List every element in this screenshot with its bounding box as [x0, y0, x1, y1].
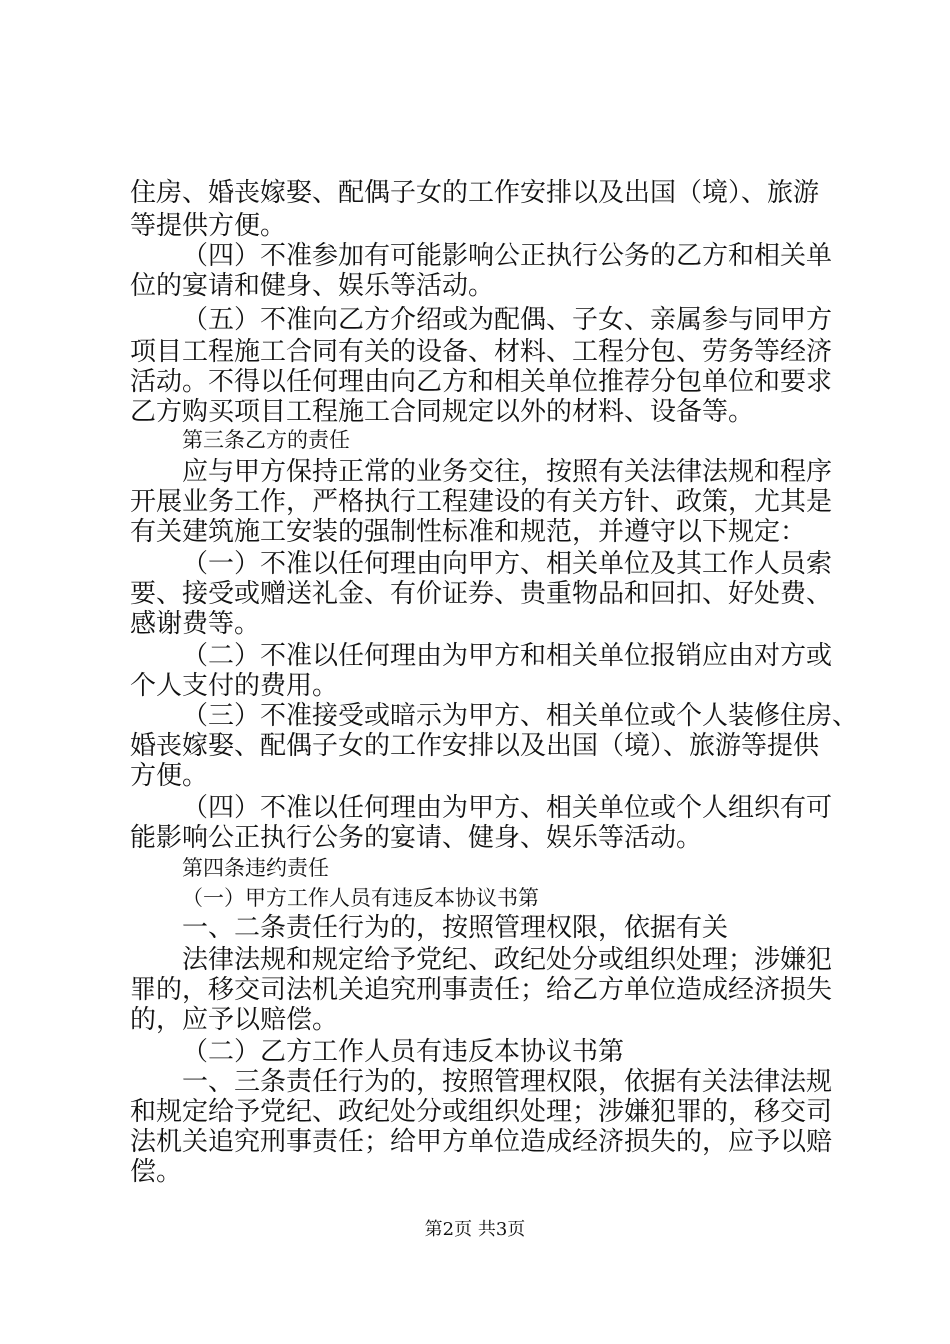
- text-line: 住房、婚丧嫁娶、配偶子女的工作安排以及出国（境）、旅游: [130, 178, 820, 208]
- text-line: （四）不准参加有可能影响公正执行公务的乙方和相关单: [182, 241, 833, 271]
- page-number-footer: 第2页 共3页: [424, 1219, 526, 1240]
- text-line: 有关建筑施工安装的强制性标准和规范，并遵守以下规定：: [130, 517, 807, 547]
- text-line: 的，应予以赔偿。: [130, 1005, 339, 1035]
- text-line: 法机关追究刑事责任；给甲方单位造成经济损失的，应予以赔: [130, 1127, 833, 1157]
- text-line: 一、三条责任行为的，按照管理权限，依据有关法律法规: [182, 1067, 833, 1097]
- section-heading: 第三条乙方的责任: [182, 428, 350, 452]
- text-line: 乙方购买项目工程施工合同规定以外的材料、设备等。: [130, 397, 755, 427]
- text-line: 法律法规和规定给予党纪、政纪处分或组织处理；涉嫌犯: [182, 945, 833, 975]
- text-line: 等提供方便。: [130, 211, 287, 241]
- text-line: 感谢费等。: [130, 609, 261, 639]
- text-line: （一）不准以任何理由向甲方、相关单位及其工作人员索: [182, 549, 833, 579]
- text-line: （四）不准以任何理由为甲方、相关单位或个人组织有可: [182, 793, 833, 823]
- text-line: （一）甲方工作人员有违反本协议书第: [182, 886, 539, 910]
- text-line: 活动。不得以任何理由向乙方和相关单位推荐分包单位和要求: [130, 367, 833, 397]
- text-line: 项目工程施工合同有关的设备、材料、工程分包、劳务等经济: [130, 337, 833, 367]
- text-line: 要、接受或赠送礼金、有价证券、贵重物品和回扣、好处费、: [130, 579, 833, 609]
- text-line: 能影响公正执行公务的宴请、健身、娱乐等活动。: [130, 823, 703, 853]
- text-line: 罪的，移交司法机关追究刑事责任；给乙方单位造成经济损失: [130, 975, 833, 1005]
- text-line: 婚丧嫁娶、配偶子女的工作安排以及出国（境）、旅游等提供: [130, 731, 820, 761]
- text-line: （二）不准以任何理由为甲方和相关单位报销应由对方或: [182, 641, 833, 671]
- text-line: （三）不准接受或暗示为甲方、相关单位或个人装修住房、: [182, 701, 859, 731]
- text-line: 和规定给予党纪、政纪处分或组织处理；涉嫌犯罪的，移交司: [130, 1097, 833, 1127]
- text-line: 方便。: [130, 761, 209, 791]
- text-line: 个人支付的费用。: [130, 671, 339, 701]
- text-line: 一、二条责任行为的，按照管理权限，依据有关: [182, 913, 729, 943]
- text-line: 应与甲方保持正常的业务交往，按照有关法律法规和程序: [182, 457, 833, 487]
- text-line: 偿。: [130, 1157, 183, 1187]
- text-line: （五）不准向乙方介绍或为配偶、子女、亲属参与同甲方: [182, 305, 833, 335]
- text-line: 位的宴请和健身、娱乐等活动。: [130, 271, 495, 301]
- text-line: 开展业务工作，严格执行工程建设的有关方针、政策，尤其是: [130, 487, 833, 517]
- section-heading: 第四条违约责任: [182, 856, 329, 880]
- text-line: （二）乙方工作人员有违反本协议书第: [182, 1037, 625, 1067]
